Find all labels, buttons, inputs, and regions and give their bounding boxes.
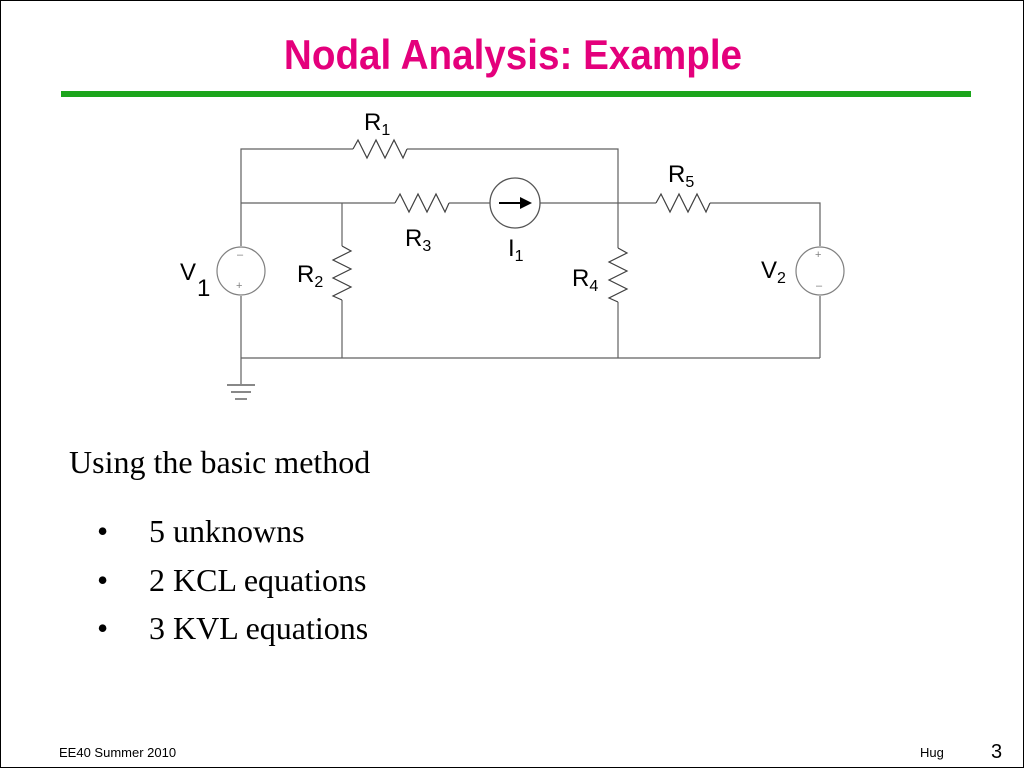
slide-title: Nodal Analysis: Example: [283, 31, 743, 78]
v1-plus-mark: +: [236, 280, 243, 292]
bullet-text: 3 KVL equations: [149, 610, 369, 646]
label-r2: $R_2$: [297, 261, 324, 291]
v1-minus-mark: –: [237, 249, 244, 261]
bullet-marker: •: [97, 610, 109, 646]
resistor-icon: [656, 194, 710, 212]
list-item: [97, 511, 368, 560]
label-r5: $R_5$: [668, 161, 695, 191]
label-v2: $V_2$: [761, 257, 786, 287]
resistor-icon: [353, 140, 407, 158]
bullet-text: 5 unknowns: [149, 513, 305, 549]
label-r1: $R_1$: [364, 109, 391, 139]
bullet-list: [97, 511, 368, 657]
bullet-marker: •: [97, 561, 109, 598]
page-number: 3: [991, 741, 1003, 763]
section-heading: Using the basic method: [69, 444, 371, 480]
wire-top: [241, 149, 353, 246]
list-item: [97, 608, 368, 657]
bullet-marker: •: [97, 513, 109, 549]
label-r4: $R_4$: [572, 265, 599, 295]
footer-author: Hug: [920, 745, 944, 760]
ground-icon: [227, 385, 255, 399]
list-item: [97, 560, 368, 609]
v2-minus-mark: –: [816, 280, 823, 292]
v2-plus-mark: +: [815, 249, 822, 261]
wire-r5-to-v2: [710, 203, 820, 246]
label-i1: $I_1$: [508, 235, 524, 265]
current-source-icon: [490, 178, 540, 228]
title-divider: [61, 91, 971, 97]
label-r3: $R_3$: [405, 225, 432, 255]
resistor-icon: [609, 248, 627, 302]
bullet-text: 2 KCL equations: [149, 561, 367, 598]
resistor-icon: [333, 246, 351, 300]
footer-course: EE40 Summer 2010: [59, 745, 177, 760]
resistor-icon: [395, 194, 449, 212]
label-v1: V1: [180, 259, 211, 302]
